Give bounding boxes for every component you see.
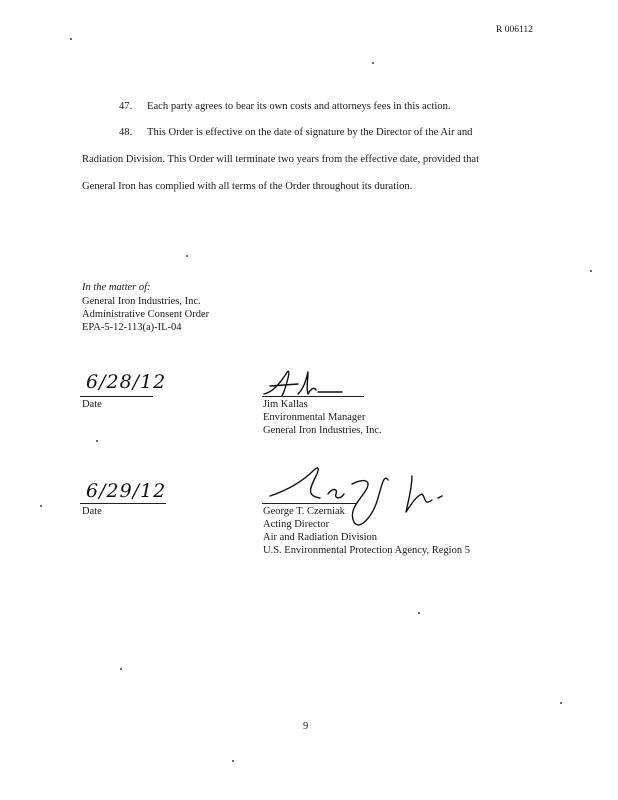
scan-speck	[120, 668, 122, 670]
scan-speck	[590, 270, 592, 272]
scan-speck	[232, 760, 234, 762]
signer-title: Acting Director	[263, 519, 330, 530]
date-label: Date	[82, 506, 102, 517]
date-label: Date	[82, 399, 102, 410]
caption-title: In the matter of:	[82, 282, 151, 293]
date-signature-line	[80, 396, 153, 397]
scan-speck	[186, 255, 188, 257]
caption-line: Administrative Consent Order	[82, 309, 210, 320]
signer-organization: U.S. Environmental Protection Agency, Region 5	[263, 545, 470, 556]
signer-signature-line	[262, 503, 356, 504]
handwritten-date: 6/28/12	[86, 371, 167, 393]
page-number: 9	[303, 721, 309, 732]
date-signature-line	[80, 503, 166, 504]
scan-speck	[96, 440, 98, 442]
bates-number: R 006112	[496, 25, 533, 35]
signer-name: George T. Czerniak	[263, 506, 345, 517]
caption-line: General Iron Industries, Inc.	[82, 296, 201, 307]
signer-organization: General Iron Industries, Inc.	[263, 425, 382, 436]
paragraph-line: Each party agrees to bear its own costs and attorneys fees in this action.	[147, 101, 451, 112]
signer-signature-line	[262, 396, 364, 397]
scan-speck	[418, 612, 420, 614]
paragraph-number: 47.	[119, 101, 133, 112]
paragraph-number: 48.	[119, 127, 133, 138]
scan-speck	[40, 505, 42, 507]
scan-speck	[560, 702, 562, 704]
scan-speck	[70, 38, 72, 40]
paragraph-line: Radiation Division. This Order will terminate two years from the effective date, provided that	[82, 154, 480, 165]
signer-division: Air and Radiation Division	[263, 532, 378, 543]
scan-speck	[372, 62, 374, 64]
paragraph-line: This Order is effective on the date of signature by the Director of the Air and	[147, 127, 473, 138]
paragraph-line: General Iron has complied with all terms of the Order throughout its duration.	[82, 181, 413, 192]
signer-name: Jim Kallas	[263, 399, 308, 410]
signer-title: Environmental Manager	[263, 412, 366, 423]
caption-line: EPA-5-12-113(a)-IL-04	[82, 322, 182, 333]
handwritten-date: 6/29/12	[86, 480, 167, 502]
